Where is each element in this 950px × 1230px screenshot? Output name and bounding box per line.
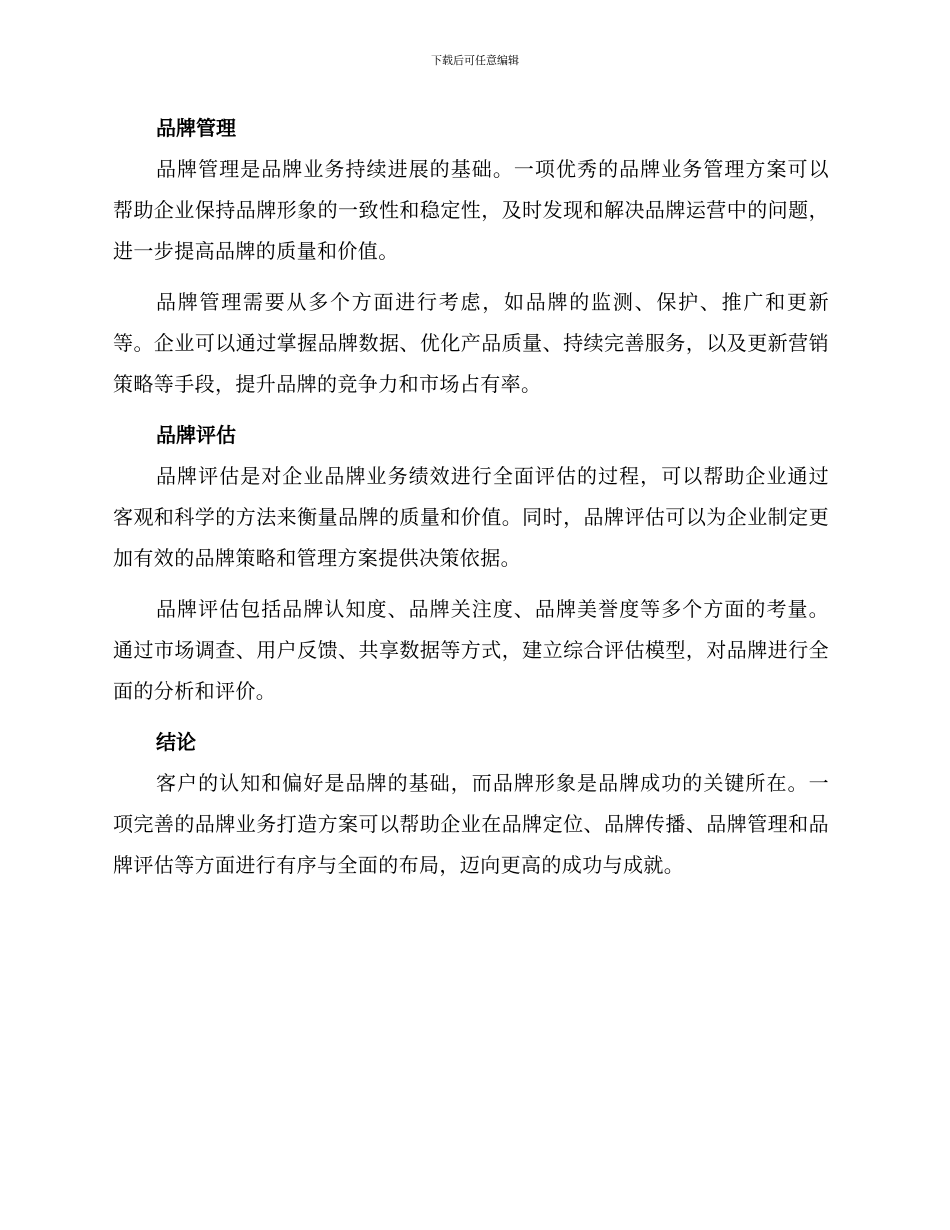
page-header: 下载后可任意编辑 (431, 54, 519, 67)
section-heading-brand-evaluation: 品牌评估 (156, 423, 236, 447)
paragraph: 品牌管理需要从多个方面进行考虑，如品牌的监测、保护、推广和更新等。企业可以通过掌握品牌数据、优化产品质量、持续完善服务，以及更新营销策略等手段，提升品牌的竞争力和市场占有率。 (113, 290, 829, 396)
section-heading-conclusion: 结论 (156, 730, 196, 754)
paragraph: 品牌评估是对企业品牌业务绩效进行全面评估的过程，可以帮助企业通过客观和科学的方法来衡量品牌的质量和价值。同时，品牌评估可以为企业制定更加有效的品牌策略和管理方案提供决策依据。 (113, 464, 829, 570)
document-body (113, 108, 829, 886)
paragraph: 客户的认知和偏好是品牌的基础，而品牌形象是品牌成功的关键所在。一项完善的品牌业务打造方案可以帮助企业在品牌定位、品牌传播、品牌管理和品牌评估等方面进行有序与全面的布局，迈向更高的成功与成就。 (113, 771, 829, 877)
section-heading-brand-management: 品牌管理 (156, 116, 236, 140)
paragraph: 品牌评估包括品牌认知度、品牌关注度、品牌美誉度等多个方面的考量。通过市场调查、用户反馈、共享数据等方式，建立综合评估模型，对品牌进行全面的分析和评价。 (113, 597, 829, 703)
paragraph: 品牌管理是品牌业务持续进展的基础。一项优秀的品牌业务管理方案可以帮助企业保持品牌形象的一致性和稳定性，及时发现和解决品牌运营中的问题，进一步提高品牌的质量和价值。 (113, 157, 829, 263)
